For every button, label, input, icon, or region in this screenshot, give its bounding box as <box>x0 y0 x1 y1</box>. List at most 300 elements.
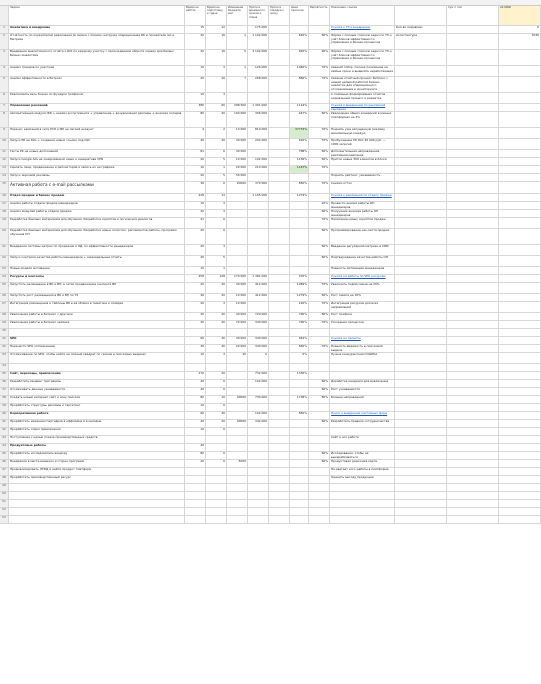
header-cell[interactable]: Цена прогноза <box>290 6 309 25</box>
value-cell[interactable]: 10 <box>185 428 206 435</box>
empty-cell[interactable] <box>499 210 541 217</box>
note-cell[interactable]: Повысить мотивацию менеджеров <box>330 267 395 274</box>
task-cell[interactable]: Ресурсы и контенты <box>9 275 185 282</box>
row-number[interactable]: 4 <box>0 66 9 76</box>
value-cell[interactable] <box>290 436 309 443</box>
value-cell[interactable]: 1 <box>206 267 227 274</box>
value-cell[interactable]: 60 <box>185 337 206 344</box>
value-cell[interactable] <box>248 468 269 475</box>
value-cell[interactable]: 850% <box>290 182 309 193</box>
value-cell[interactable] <box>227 452 248 459</box>
task-cell[interactable]: Автоматизация модуля ЖК + анализ ассортимента + управление + визуализация рекламы + анализа складов <box>9 112 185 127</box>
value-cell[interactable] <box>248 229 269 244</box>
task-cell[interactable]: Запуск Google Ads на зонированной ниши и инициативе VPN <box>9 158 185 165</box>
empty-cell[interactable] <box>499 166 541 173</box>
empty-cell[interactable] <box>395 436 447 443</box>
value-cell[interactable]: 1738% <box>290 396 309 403</box>
value-cell[interactable] <box>309 412 330 419</box>
value-cell[interactable] <box>309 174 330 181</box>
empty-cell[interactable] <box>499 245 541 255</box>
value-cell[interactable]: 20 <box>206 321 227 328</box>
value-cell[interactable]: 10 <box>185 93 206 103</box>
note-cell[interactable]: Ссылка к ТЗ и внедрению <box>330 26 395 33</box>
note-cell[interactable] <box>330 516 395 523</box>
value-cell[interactable] <box>269 93 290 103</box>
value-cell[interactable] <box>269 174 290 181</box>
empty-cell[interactable] <box>395 66 447 76</box>
row-number[interactable]: 6 <box>0 93 9 103</box>
empty-cell[interactable] <box>499 500 541 507</box>
header-cell[interactable] <box>395 6 447 25</box>
value-cell[interactable]: 30000 <box>227 420 248 427</box>
value-cell[interactable] <box>269 428 290 435</box>
empty-cell[interactable] <box>447 436 499 443</box>
note-cell[interactable]: Приток новых 300 клиентов в блоки <box>330 158 395 165</box>
task-cell[interactable]: Реализовать весь бизнес из фундуке трафиком <box>9 93 185 103</box>
value-cell[interactable] <box>206 500 227 507</box>
note-cell[interactable]: Свяжем отчётный процесс Битрикс с нашей целевой работой бизнес-аналитик для операционного отслеживания и мониторинга <box>330 77 395 92</box>
value-cell[interactable]: 20% <box>309 202 330 209</box>
value-cell[interactable]: 5 <box>206 174 227 181</box>
value-cell[interactable]: 81 <box>185 150 206 157</box>
value-cell[interactable]: 20 000 <box>227 345 248 352</box>
empty-cell[interactable] <box>395 452 447 459</box>
empty-cell[interactable] <box>499 294 541 301</box>
value-cell[interactable] <box>227 26 248 33</box>
task-cell[interactable] <box>9 329 185 336</box>
value-cell[interactable]: 228 <box>185 194 206 201</box>
note-cell[interactable]: Дополнительная направленная рекламная кампания <box>330 150 395 157</box>
value-cell[interactable]: 10 <box>185 66 206 76</box>
value-cell[interactable] <box>248 484 269 491</box>
value-cell[interactable]: 10 <box>185 404 206 411</box>
value-cell[interactable] <box>309 436 330 443</box>
value-cell[interactable] <box>290 329 309 336</box>
value-cell[interactable]: 20 <box>185 210 206 217</box>
value-cell[interactable]: 342 000 <box>248 420 269 427</box>
value-cell[interactable] <box>206 436 227 443</box>
note-cell[interactable]: С помощью формирования отчётов нормальный процесс и разметка <box>330 93 395 103</box>
row-number[interactable]: 35 <box>0 372 9 379</box>
value-cell[interactable] <box>269 139 290 149</box>
value-cell[interactable] <box>309 468 330 475</box>
value-cell[interactable] <box>227 372 248 379</box>
empty-cell[interactable] <box>395 275 447 282</box>
value-cell[interactable] <box>206 484 227 491</box>
empty-cell[interactable] <box>447 166 499 173</box>
value-cell[interactable]: 10 <box>185 267 206 274</box>
value-cell[interactable] <box>227 516 248 523</box>
value-cell[interactable] <box>269 66 290 76</box>
value-cell[interactable] <box>185 492 206 499</box>
value-cell[interactable]: 412 000 <box>248 294 269 301</box>
value-cell[interactable]: 126 000 <box>248 66 269 76</box>
value-cell[interactable]: 1330% <box>290 372 309 379</box>
note-cell[interactable]: Оценить выгоду продукции <box>330 476 395 483</box>
value-cell[interactable]: 258 <box>185 275 206 282</box>
value-cell[interactable] <box>269 412 290 419</box>
value-cell[interactable] <box>269 444 290 451</box>
value-cell[interactable] <box>269 202 290 209</box>
empty-cell[interactable] <box>395 388 447 395</box>
empty-cell[interactable] <box>499 182 541 193</box>
value-cell[interactable]: 100 000 <box>227 112 248 127</box>
value-cell[interactable] <box>206 492 227 499</box>
value-cell[interactable] <box>206 329 227 336</box>
value-cell[interactable]: 0 <box>206 452 227 459</box>
empty-cell[interactable] <box>395 380 447 387</box>
task-cell[interactable]: Управление рекламой <box>9 104 185 111</box>
row-number[interactable]: 49 <box>0 484 9 491</box>
note-cell[interactable]: Увеличение общих конверсий в разных платформах на 3% <box>330 112 395 127</box>
value-cell[interactable]: 6 <box>206 150 227 157</box>
empty-cell[interactable] <box>499 139 541 149</box>
value-cell[interactable]: 120% <box>290 302 309 312</box>
value-cell[interactable]: 70% <box>309 345 330 352</box>
row-number[interactable]: 53 <box>0 516 9 523</box>
value-cell[interactable] <box>206 476 227 483</box>
row-number[interactable]: 28 <box>0 313 9 320</box>
header-cell[interactable]: Прогноз времени по срокам и плана <box>248 6 269 25</box>
empty-cell[interactable] <box>499 150 541 157</box>
empty-cell[interactable] <box>395 283 447 293</box>
value-cell[interactable] <box>269 484 290 491</box>
value-cell[interactable] <box>309 353 330 363</box>
empty-cell[interactable] <box>395 412 447 419</box>
note-cell[interactable]: Не хватает кого работы в платформе <box>330 468 395 475</box>
empty-cell[interactable] <box>395 444 447 451</box>
value-cell[interactable] <box>269 364 290 371</box>
task-cell[interactable]: Создать новый интернет сайт и зону поисков <box>9 396 185 403</box>
empty-cell[interactable] <box>499 313 541 320</box>
row-number[interactable]: 1 <box>0 26 9 33</box>
value-cell[interactable] <box>269 34 290 49</box>
value-cell[interactable]: 10 <box>185 353 206 363</box>
value-cell[interactable] <box>269 404 290 411</box>
value-cell[interactable] <box>290 256 309 266</box>
note-cell[interactable]: Ссылка на проекты <box>330 337 395 344</box>
empty-cell[interactable] <box>499 516 541 523</box>
empty-cell[interactable] <box>499 353 541 363</box>
empty-cell[interactable] <box>395 194 447 201</box>
empty-cell[interactable] <box>395 313 447 320</box>
value-cell[interactable] <box>227 229 248 244</box>
value-cell[interactable]: 412 000 <box>248 283 269 293</box>
value-cell[interactable] <box>227 202 248 209</box>
note-cell[interactable] <box>330 372 395 379</box>
note-cell[interactable]: Поднять уже запущенную рекламу минимальную каждую <box>330 128 395 138</box>
task-cell[interactable]: Анализ эффективности в Битрикс <box>9 77 185 92</box>
value-cell[interactable]: 80 <box>185 112 206 127</box>
row-number[interactable]: 47 <box>0 468 9 475</box>
task-cell[interactable]: Отчётность по показателям реализации (в связке с планом, нагрузка операционная RK и показатели GA и Метрики <box>9 34 185 49</box>
empty-cell[interactable] <box>395 128 447 138</box>
value-cell[interactable] <box>290 267 309 274</box>
value-cell[interactable] <box>309 428 330 435</box>
value-cell[interactable]: 1089% <box>290 283 309 293</box>
empty-cell[interactable] <box>447 404 499 411</box>
empty-cell[interactable] <box>447 380 499 387</box>
empty-cell[interactable] <box>395 210 447 217</box>
value-cell[interactable] <box>248 404 269 411</box>
note-cell[interactable]: Ссылка к рекламной по отделу продаж <box>330 194 395 201</box>
value-cell[interactable] <box>269 345 290 352</box>
note-cell[interactable]: Поиск и внедрение кастомных форм <box>330 412 395 419</box>
value-cell[interactable] <box>269 245 290 255</box>
value-cell[interactable] <box>269 372 290 379</box>
value-cell[interactable] <box>248 476 269 483</box>
value-cell[interactable] <box>269 329 290 336</box>
note-cell[interactable]: Нужна конкурентная ССЫЛКА <box>330 353 395 363</box>
value-cell[interactable]: 60 <box>206 104 227 111</box>
value-cell[interactable]: 810 000 <box>248 128 269 138</box>
task-cell[interactable] <box>9 508 185 515</box>
value-cell[interactable] <box>248 302 269 312</box>
value-cell[interactable]: 340 000 <box>248 345 269 352</box>
value-cell[interactable]: 70% <box>309 77 330 92</box>
header-cell[interactable]: Прогноз порядка к сроку <box>269 6 290 25</box>
value-cell[interactable] <box>290 460 309 467</box>
value-cell[interactable] <box>309 444 330 451</box>
value-cell[interactable]: 102 000 <box>248 158 269 165</box>
empty-cell[interactable] <box>447 516 499 523</box>
value-cell[interactable]: 30 000 <box>227 337 248 344</box>
value-cell[interactable]: 20 <box>206 372 227 379</box>
task-cell[interactable]: Запустить размещение в ВК и ВП, в сетях продвижение контента ВК <box>9 283 185 293</box>
row-number[interactable]: 16 <box>0 194 9 201</box>
value-cell[interactable]: 60% <box>309 388 330 395</box>
empty-cell[interactable] <box>499 372 541 379</box>
value-cell[interactable] <box>290 174 309 181</box>
value-cell[interactable]: 1060% <box>290 66 309 76</box>
note-cell[interactable]: Снизим отток <box>330 182 395 193</box>
value-cell[interactable] <box>309 329 330 336</box>
value-cell[interactable] <box>227 93 248 103</box>
value-cell[interactable]: 60% <box>309 245 330 255</box>
value-cell[interactable] <box>309 508 330 515</box>
value-cell[interactable] <box>290 444 309 451</box>
value-cell[interactable]: 720 000 <box>248 313 269 320</box>
row-number[interactable]: 52 <box>0 508 9 515</box>
value-cell[interactable]: 170 000 <box>227 275 248 282</box>
value-cell[interactable] <box>227 492 248 499</box>
empty-cell[interactable] <box>499 158 541 165</box>
value-cell[interactable]: 20 <box>185 229 206 244</box>
empty-cell[interactable] <box>447 26 499 33</box>
empty-cell[interactable] <box>499 112 541 127</box>
value-cell[interactable]: 3 <box>206 210 227 217</box>
value-cell[interactable] <box>185 500 206 507</box>
note-cell[interactable]: Введение регулярной метрики в CRM <box>330 245 395 255</box>
row-number[interactable]: 46 <box>0 460 9 467</box>
value-cell[interactable]: 20 <box>185 34 206 49</box>
row-number[interactable]: 2 <box>0 34 9 49</box>
empty-cell[interactable] <box>395 372 447 379</box>
value-cell[interactable]: 298 500 <box>227 104 248 111</box>
empty-cell[interactable] <box>447 128 499 138</box>
value-cell[interactable] <box>309 364 330 371</box>
value-cell[interactable]: 10 000 <box>227 158 248 165</box>
row-number[interactable]: 9 <box>0 128 9 138</box>
value-cell[interactable] <box>269 26 290 33</box>
value-cell[interactable]: 80 <box>185 452 206 459</box>
note-cell[interactable] <box>330 492 395 499</box>
corner-cell[interactable] <box>0 6 9 25</box>
empty-cell[interactable] <box>447 194 499 201</box>
value-cell[interactable]: 10 <box>206 396 227 403</box>
value-cell[interactable]: 880% <box>290 77 309 92</box>
empty-cell[interactable] <box>395 294 447 301</box>
value-cell[interactable] <box>227 218 248 228</box>
value-cell[interactable] <box>269 128 290 138</box>
value-cell[interactable]: 660% <box>290 345 309 352</box>
value-cell[interactable] <box>248 202 269 209</box>
value-cell[interactable] <box>269 396 290 403</box>
row-number[interactable]: 12 <box>0 158 9 165</box>
value-cell[interactable]: 20 <box>206 139 227 149</box>
note-cell[interactable]: Ускорение процессов <box>330 321 395 328</box>
value-cell[interactable]: 70% <box>309 302 330 312</box>
empty-cell[interactable] <box>499 321 541 328</box>
empty-cell[interactable] <box>499 508 541 515</box>
header-cell[interactable]: Пояснения, ссылки <box>330 6 395 25</box>
value-cell[interactable] <box>269 50 290 65</box>
row-number[interactable]: 13 <box>0 166 9 173</box>
empty-cell[interactable] <box>447 396 499 403</box>
value-cell[interactable]: 170 <box>185 372 206 379</box>
empty-cell[interactable] <box>447 428 499 435</box>
empty-cell[interactable] <box>447 210 499 217</box>
value-cell[interactable] <box>269 468 290 475</box>
task-cell[interactable]: Разработка базовых материалов для обучения. Разработка скриптов и логических диалогов <box>9 218 185 228</box>
header-cell[interactable]: Задачи <box>9 6 185 25</box>
value-cell[interactable] <box>269 337 290 344</box>
empty-cell[interactable] <box>499 329 541 336</box>
task-cell[interactable]: Внедрение в месте внешних и сторон программ <box>9 460 185 467</box>
value-cell[interactable]: 10 000 <box>227 302 248 312</box>
row-number[interactable]: 15 <box>0 182 9 193</box>
value-cell[interactable] <box>290 202 309 209</box>
row-number[interactable]: 42 <box>0 428 9 435</box>
value-cell[interactable]: 40 000 <box>227 313 248 320</box>
value-cell[interactable]: 3 <box>206 202 227 209</box>
value-cell[interactable]: 30 <box>185 345 206 352</box>
value-cell[interactable] <box>290 500 309 507</box>
value-cell[interactable]: 306 000 <box>248 112 269 127</box>
task-cell[interactable]: Увеличение работы в Битрикс с другими <box>9 313 185 320</box>
task-cell[interactable]: Активная работа с е-mail рассылками <box>9 182 185 193</box>
value-cell[interactable]: 3 <box>206 66 227 76</box>
empty-cell[interactable] <box>499 302 541 312</box>
empty-cell[interactable] <box>395 77 447 92</box>
value-cell[interactable]: 80 <box>185 396 206 403</box>
value-cell[interactable]: 3 <box>206 245 227 255</box>
value-cell[interactable] <box>227 508 248 515</box>
empty-cell[interactable] <box>447 412 499 419</box>
value-cell[interactable]: 20 <box>206 313 227 320</box>
value-cell[interactable] <box>227 484 248 491</box>
note-cell[interactable]: Подтверждение качества работы ОП <box>330 256 395 266</box>
value-cell[interactable]: 20 <box>185 256 206 266</box>
row-number[interactable]: 44 <box>0 444 9 451</box>
value-cell[interactable] <box>269 302 290 312</box>
value-cell[interactable] <box>227 412 248 419</box>
empty-cell[interactable] <box>447 508 499 515</box>
value-cell[interactable] <box>269 313 290 320</box>
value-cell[interactable] <box>290 428 309 435</box>
task-cell[interactable]: Отслеживать данные узнаваемости <box>9 388 185 395</box>
value-cell[interactable] <box>269 500 290 507</box>
value-cell[interactable]: 3 <box>206 353 227 363</box>
empty-cell[interactable] <box>499 128 541 138</box>
row-number[interactable]: 8 <box>0 112 9 127</box>
value-cell[interactable] <box>309 275 330 282</box>
value-cell[interactable] <box>206 364 227 371</box>
value-cell[interactable]: 10 000 <box>227 294 248 301</box>
empty-cell[interactable] <box>447 388 499 395</box>
empty-cell[interactable] <box>447 245 499 255</box>
value-cell[interactable]: 70 000 <box>227 321 248 328</box>
task-cell[interactable] <box>9 500 185 507</box>
value-cell[interactable]: 70% <box>309 66 330 76</box>
empty-cell[interactable] <box>499 194 541 201</box>
value-cell[interactable]: 1279% <box>290 294 309 301</box>
note-cell[interactable]: Доработка лендинга для вовлечения <box>330 380 395 387</box>
empty-cell[interactable] <box>395 267 447 274</box>
row-number[interactable]: 10 <box>0 139 9 149</box>
value-cell[interactable] <box>269 283 290 293</box>
value-cell[interactable] <box>269 294 290 301</box>
value-cell[interactable]: 40 <box>185 294 206 301</box>
value-cell[interactable] <box>290 476 309 483</box>
value-cell[interactable]: 60% <box>309 420 330 427</box>
value-cell[interactable]: 0 <box>206 460 227 467</box>
row-number[interactable]: 3 <box>0 50 9 65</box>
note-cell[interactable]: Провести анализ работы ОП менеджеров <box>330 202 395 209</box>
row-number[interactable]: 11 <box>0 150 9 157</box>
empty-cell[interactable] <box>447 420 499 427</box>
value-cell[interactable] <box>269 516 290 523</box>
value-cell[interactable] <box>290 452 309 459</box>
empty-cell[interactable] <box>447 218 499 228</box>
row-number[interactable]: 39 <box>0 404 9 411</box>
empty-cell[interactable] <box>499 275 541 282</box>
value-cell[interactable]: 60% <box>309 380 330 387</box>
value-cell[interactable]: 0 <box>206 404 227 411</box>
value-cell[interactable]: 70% <box>309 321 330 328</box>
value-cell[interactable] <box>269 388 290 395</box>
empty-cell[interactable] <box>447 337 499 344</box>
empty-cell[interactable] <box>395 202 447 209</box>
empty-cell[interactable] <box>499 202 541 209</box>
value-cell[interactable] <box>290 420 309 427</box>
note-cell[interactable] <box>330 404 395 411</box>
task-cell[interactable]: Перенос кампаний в сети РСЯ и МК не легкий аккаунт <box>9 128 185 138</box>
value-cell[interactable] <box>290 404 309 411</box>
task-cell[interactable]: Поступление с целью показа производственных средств <box>9 436 185 443</box>
empty-cell[interactable] <box>499 174 541 181</box>
empty-cell[interactable] <box>499 345 541 352</box>
empty-cell[interactable] <box>499 484 541 491</box>
empty-cell[interactable] <box>499 66 541 76</box>
value-cell[interactable]: 1 301 000 <box>248 104 269 111</box>
value-cell[interactable] <box>227 388 248 395</box>
value-cell[interactable]: 4 <box>185 128 206 138</box>
note-cell[interactable]: Форма с полным списком задач по ТЗ и учёт блоков эффективности управления и бизнес-процессов <box>330 34 395 49</box>
value-cell[interactable]: 20 <box>185 283 206 293</box>
value-cell[interactable] <box>290 380 309 387</box>
value-cell[interactable] <box>227 245 248 255</box>
